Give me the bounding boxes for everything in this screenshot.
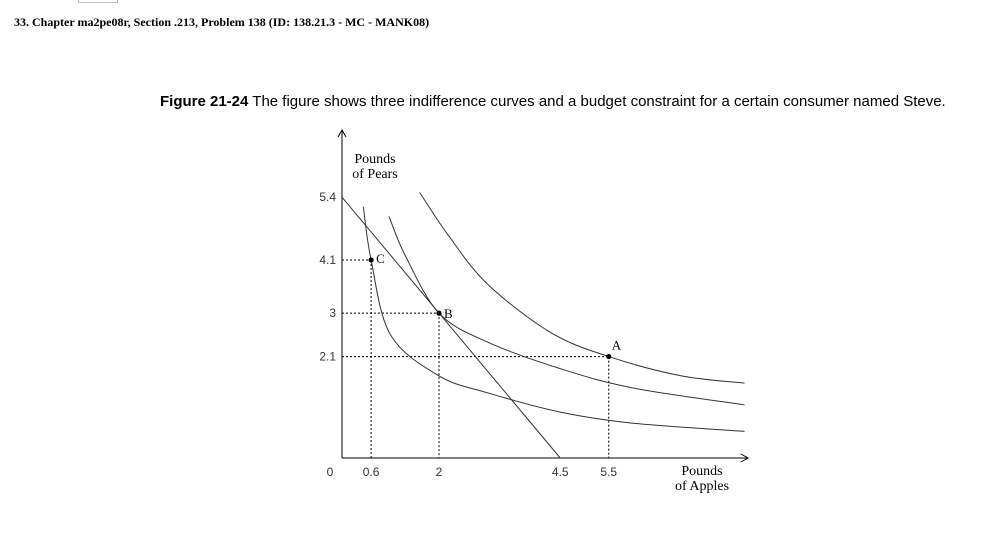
indifference-curve-2 <box>389 217 745 405</box>
origin-label: 0 <box>326 465 334 479</box>
problem-title: 33. Chapter ma2pe08r, Section .213, Problem 138 (ID: 138.21.3 - MC - MANK08) <box>14 15 430 29</box>
y-tick-label: 4.1 <box>319 252 336 267</box>
x-tick-label: 0.6 <box>362 465 380 479</box>
y-axis-label-line1: Pounds <box>354 152 396 167</box>
point-a <box>606 354 611 359</box>
budget-constraint-line <box>342 197 560 458</box>
y-tick-label: 2.1 <box>319 349 336 364</box>
point-label-b: B <box>444 306 453 322</box>
x-tick-label: 5.5 <box>600 465 618 479</box>
figure-caption-text: The figure shows three indifference curves and a budget constraint for a certain consumer named Steve. <box>252 93 946 110</box>
point-label-a: A <box>611 337 622 353</box>
y-axis-label-line2: of Pears <box>352 167 398 182</box>
y-tick-label: 5.4 <box>319 190 336 205</box>
figure-label: Figure 21-24 <box>160 93 249 110</box>
point-c <box>369 257 374 262</box>
x-axis-label-line2: of Apples <box>674 479 730 494</box>
x-tick-label: 2 <box>435 465 443 479</box>
y-tick-label: 3 <box>329 306 336 321</box>
x-axis-label-line1: Pounds <box>681 464 723 479</box>
indifference-curve-3 <box>420 192 745 383</box>
point-b <box>436 311 441 316</box>
x-tick-label: 4.5 <box>551 465 569 479</box>
indifference-curve-1 <box>363 207 744 432</box>
point-label-c: C <box>376 250 385 266</box>
